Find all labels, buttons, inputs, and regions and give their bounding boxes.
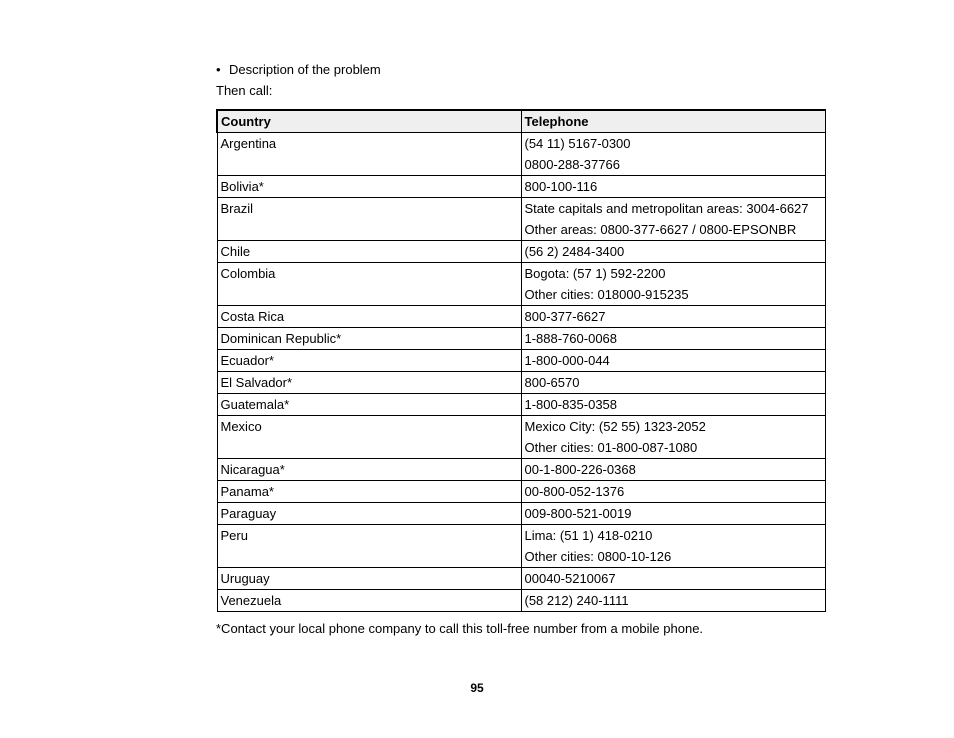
country-cell: Colombia — [217, 263, 521, 306]
telephone-cell — [521, 133, 825, 176]
phone-number: (54 11) 5167-0300 — [524, 136, 631, 151]
phone-number: 800-100-116 — [524, 179, 598, 194]
phone-number: Other cities: 0800-10-126 — [524, 549, 672, 564]
phone-number: 0800-288-37766 — [524, 157, 620, 172]
table-row — [217, 198, 825, 241]
bullet-item — [216, 62, 381, 77]
phone-number: Other cities: 018000-915235 — [524, 287, 689, 302]
country-cell: Paraguay — [217, 503, 521, 525]
table-body — [217, 133, 825, 612]
telephone-cell — [521, 176, 825, 198]
telephone-cell — [521, 328, 825, 350]
page-number: 95 — [470, 681, 484, 695]
table-row — [217, 176, 825, 198]
phone-number: 800-6570 — [524, 375, 580, 390]
support-phone-table — [216, 109, 826, 612]
table-row — [217, 416, 825, 459]
phone-number: Other areas: 0800-377-6627 / 0800-EPSONBR — [524, 222, 797, 237]
table-row — [217, 394, 825, 416]
table-header-row — [217, 110, 825, 133]
telephone-cell — [521, 372, 825, 394]
table-row — [217, 372, 825, 394]
column-header-telephone: Telephone — [521, 110, 825, 133]
telephone-cell — [521, 263, 825, 306]
country-cell: Guatemala* — [217, 394, 521, 416]
table-row — [217, 241, 825, 263]
phone-number: 1-800-000-044 — [524, 353, 610, 368]
phone-number: Mexico City: (52 55) 1323-2052 — [524, 419, 706, 434]
table-row — [217, 525, 825, 568]
phone-number: Bogota: (57 1) 592-2200 — [524, 266, 666, 281]
phone-number: Other cities: 01-800-087-1080 — [524, 440, 698, 455]
telephone-cell — [521, 306, 825, 328]
telephone-cell — [521, 525, 825, 568]
phone-number: State capitals and metropolitan areas: 3004-6627 — [524, 201, 809, 216]
country-cell: Peru — [217, 525, 521, 568]
telephone-cell — [521, 394, 825, 416]
telephone-cell — [521, 416, 825, 459]
footnote: *Contact your local phone company to call this toll-free number from a mobile phone. — [216, 621, 704, 636]
country-cell: Chile — [217, 241, 521, 263]
table-row — [217, 306, 825, 328]
phone-number: 00-1-800-226-0368 — [524, 462, 636, 477]
telephone-cell — [521, 241, 825, 263]
column-header-country: Country — [217, 110, 521, 133]
country-cell: Brazil — [217, 198, 521, 241]
country-cell: Uruguay — [217, 568, 521, 590]
country-cell: Panama* — [217, 481, 521, 503]
country-cell: Ecuador* — [217, 350, 521, 372]
country-cell: El Salvador* — [217, 372, 521, 394]
phone-number: 00040-5210067 — [524, 571, 616, 586]
intro-text: Then call: — [216, 83, 273, 98]
bullet-text: Description of the problem — [229, 62, 381, 77]
table-row — [217, 590, 825, 612]
country-cell: Dominican Republic* — [217, 328, 521, 350]
telephone-cell — [521, 503, 825, 525]
table-row — [217, 263, 825, 306]
phone-number: 00-800-052-1376 — [524, 484, 625, 499]
table-row — [217, 568, 825, 590]
phone-number: Lima: (51 1) 418-0210 — [524, 528, 653, 543]
country-cell: Venezuela — [217, 590, 521, 612]
phone-number: (58 212) 240-1111 — [524, 593, 629, 608]
telephone-cell — [521, 459, 825, 481]
phone-number: 009-800-521-0019 — [524, 506, 632, 521]
country-cell: Bolivia* — [217, 176, 521, 198]
phone-number: (56 2) 2484-3400 — [524, 244, 625, 259]
table-row — [217, 350, 825, 372]
bullet-marker: • — [216, 62, 221, 77]
country-cell: Nicaragua* — [217, 459, 521, 481]
table-row — [217, 133, 825, 176]
phone-number: 1-800-835-0358 — [524, 397, 618, 412]
country-cell: Argentina — [217, 133, 521, 176]
telephone-cell — [521, 350, 825, 372]
table-row — [217, 328, 825, 350]
table-row — [217, 503, 825, 525]
telephone-cell — [521, 481, 825, 503]
country-cell: Mexico — [217, 416, 521, 459]
telephone-cell — [521, 198, 825, 241]
phone-number: 1-888-760-0068 — [524, 331, 618, 346]
table-row — [217, 481, 825, 503]
telephone-cell — [521, 590, 825, 612]
country-cell: Costa Rica — [217, 306, 521, 328]
table-row — [217, 459, 825, 481]
phone-number: 800-377-6627 — [524, 309, 606, 324]
telephone-cell — [521, 568, 825, 590]
